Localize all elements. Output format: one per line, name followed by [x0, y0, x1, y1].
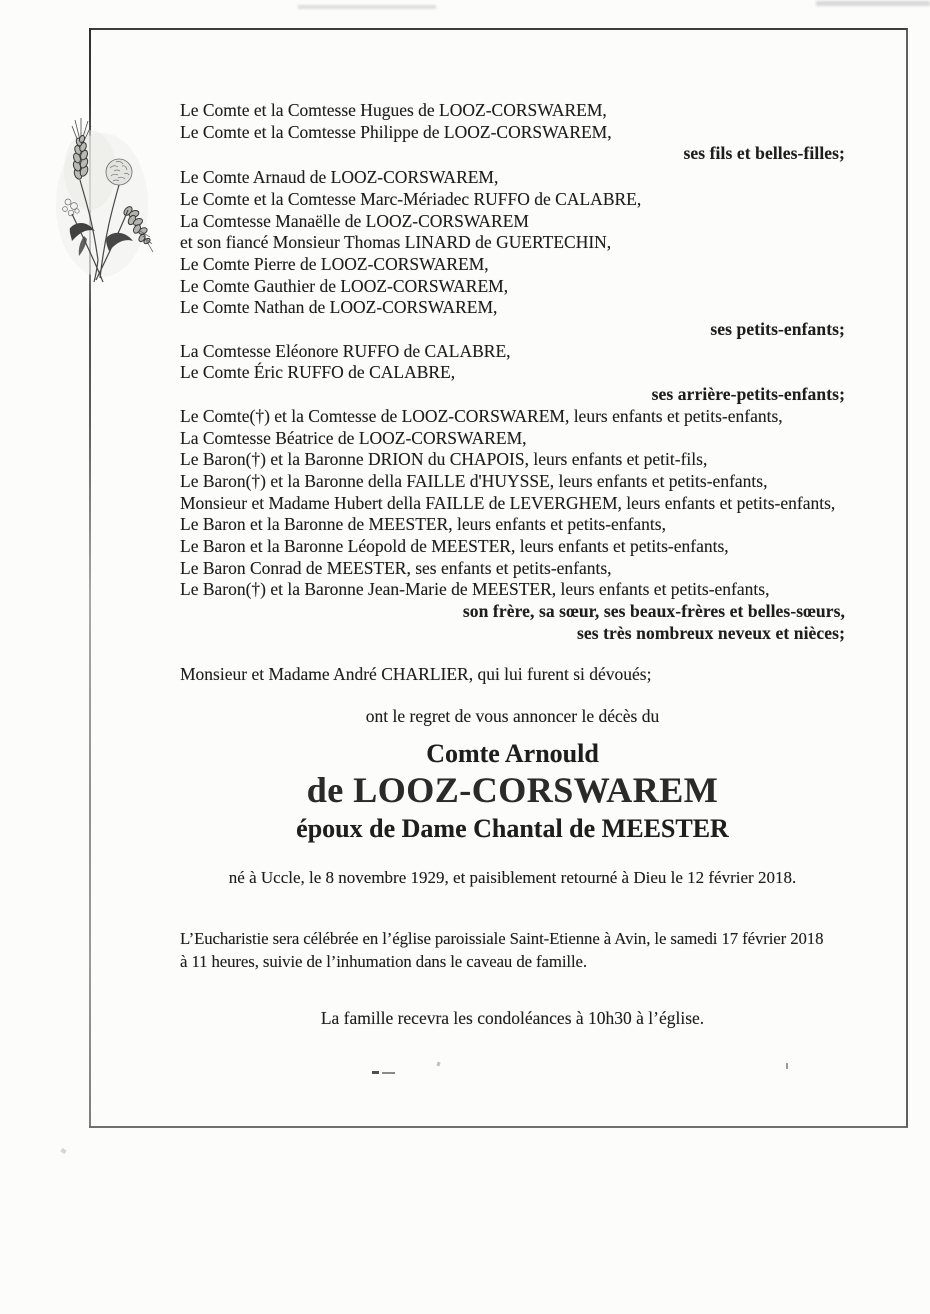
relation-label-nephews: ses très nombreux neveux et nièces;: [576, 622, 845, 643]
eucharist-detail-line: à 11 heures, suivie de l’inhumation dans le caveau de famille.: [180, 952, 587, 972]
mourner-line: La Comtesse Béatrice de LOOZ-CORSWAREM,: [180, 427, 527, 448]
eucharist-detail-line: L’Eucharistie sera célébrée en l’église paroissiale Saint-Etienne à Avin, le samedi 17 février 2018: [180, 929, 824, 949]
announcement-intro: ont le regret de vous annoncer le décès du: [365, 706, 660, 727]
mourner-line: Le Comte et la Comtesse Philippe de LOOZ-CORSWAREM,: [180, 121, 612, 142]
mourner-line: Le Baron(†) et la Baronne DRION du CHAPOIS, leurs enfants et petit-fils,: [180, 449, 708, 470]
mourner-line: La Comtesse Eléonore RUFFO de CALABRE,: [180, 340, 511, 361]
mourner-line: Le Comte Arnaud de LOOZ-CORSWAREM,: [180, 167, 499, 188]
deceased-name: de LOOZ-CORSWAREM: [306, 770, 719, 811]
condolences-detail: La famille recevra les condoléances à 10h30 à l’église.: [320, 1008, 705, 1029]
devoted-caretakers-line: Monsieur et Madame André CHARLIER, qui lui furent si dévoués;: [180, 663, 652, 684]
mourner-line: Le Baron(†) et la Baronne della FAILLE d'HUYSSE, leurs enfants et petits-enfants,: [180, 470, 768, 491]
scan-smudge: [298, 5, 436, 9]
relation-label-siblings: son frère, sa sœur, ses beaux-frères et belles-sœurs,: [462, 601, 845, 622]
scan-speck: [60, 1148, 66, 1154]
mourner-line: Le Baron et la Baronne Léopold de MEESTER, leurs enfants et petits-enfants,: [180, 536, 729, 557]
scan-smudge: [816, 1, 930, 6]
announcement-body: [180, 100, 845, 1029]
relation-label-grandchildren: ses petits-enfants;: [710, 319, 845, 340]
wheat-bouquet-illustration: [50, 110, 154, 288]
mourner-line: Le Baron(†) et la Baronne Jean-Marie de MEESTER, leurs enfants et petits-enfants,: [180, 579, 770, 600]
relation-label-great-grandchildren: ses arrière-petits-enfants;: [651, 384, 845, 405]
mourner-line: Le Comte et la Comtesse Hugues de LOOZ-CORSWAREM,: [180, 100, 607, 120]
mourner-line: Le Baron et la Baronne de MEESTER, leurs enfants et petits-enfants,: [180, 514, 666, 535]
mourner-line: Le Comte Éric RUFFO de CALABRE,: [180, 362, 456, 383]
mourner-line: Le Comte Nathan de LOOZ-CORSWAREM,: [180, 297, 498, 318]
mourner-line: Le Comte et la Comtesse Marc-Mériadec RUFFO de CALABRE,: [180, 188, 642, 209]
mourner-line: Le Comte Gauthier de LOOZ-CORSWAREM,: [180, 275, 509, 296]
mourner-line: Le Comte(†) et la Comtesse de LOOZ-CORSWAREM, leurs enfants et petits-enfants,: [180, 405, 783, 426]
mourner-line: Le Baron Conrad de MEESTER, ses enfants et petits-enfants,: [180, 557, 612, 578]
mourner-line: Le Comte Pierre de LOOZ-CORSWAREM,: [180, 253, 489, 274]
mourner-line: La Comtesse Manaëlle de LOOZ-CORSWAREM: [180, 210, 529, 231]
mourner-line: et son fiancé Monsieur Thomas LINARD de GUERTECHIN,: [180, 232, 612, 253]
life-dates: né à Uccle, le 8 novembre 1929, et paisiblement retourné à Dieu le 12 février 2018.: [228, 868, 797, 888]
relation-label-sons: ses fils et belles-filles;: [683, 143, 845, 164]
deceased-title: Comte Arnould: [426, 739, 599, 769]
mourner-line: Monsieur et Madame Hubert della FAILLE de LEVERGHEM, leurs enfants et petits-enfants,: [180, 492, 836, 513]
deceased-spouse: époux de Dame Chantal de MEESTER: [296, 814, 729, 844]
